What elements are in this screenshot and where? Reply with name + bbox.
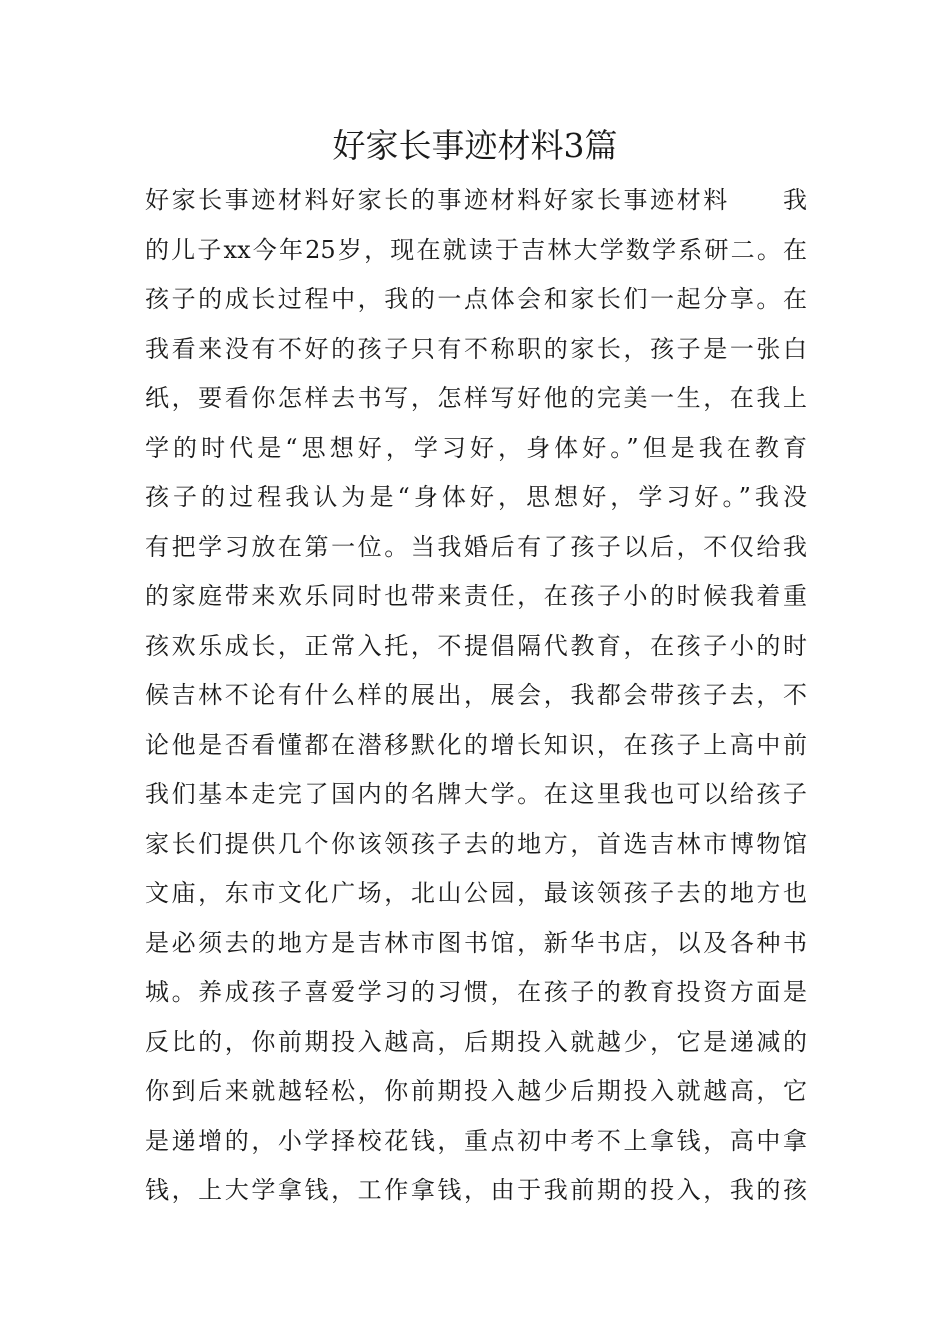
body-line: 候吉林不论有什么样的展出，展会，我都会带孩子去，不 xyxy=(145,681,807,709)
body-line: 家长们提供几个你该领孩子去的地方，首选吉林市博物馆 xyxy=(145,829,807,858)
body-line: 我看来没有不好的孩子只有不称职的家长，孩子是一张白 xyxy=(145,334,807,363)
body-line: 是递增的，小学择校花钱，重点初中考不上拿钱，高中拿 xyxy=(145,1126,807,1155)
body-line: 反比的，你前期投入越高，后期投入就越少，它是递减的 xyxy=(145,1027,807,1056)
body-line: 有把学习放在第一位。当我婚后有了孩子以后，不仅给我 xyxy=(145,532,807,561)
body-line: 钱，上大学拿钱，工作拿钱，由于我前期的投入，我的孩 xyxy=(145,1176,807,1204)
body-line: 你到后来就越轻松，你前期投入越少后期投入就越高，它 xyxy=(145,1077,807,1105)
body-line: 孩欢乐成长，正常入托，不提倡隔代教育，在孩子小的时 xyxy=(145,631,807,660)
document-body xyxy=(145,176,807,1216)
body-line: 学的时代是“思想好，学习好，身体好。”但是我在教育 xyxy=(145,433,807,462)
body-line: 好家长事迹材料好家长的事迹材料好家长事迹材料 我 xyxy=(145,186,807,214)
body-line: 孩子的过程我认为是“身体好，思想好，学习好。”我没 xyxy=(145,483,807,511)
body-line: 论他是否看懂都在潜移默化的增长知识，在孩子上高中前 xyxy=(145,730,807,759)
document-title: 好家长事迹材料3篇 xyxy=(332,126,618,165)
body-line: 文庙，东市文化广场，北山公园，最该领孩子去的地方也 xyxy=(145,879,807,907)
body-line: 的儿子xx今年25岁，现在就读于吉林大学数学系研二。在 xyxy=(145,235,807,264)
body-line: 的家庭带来欢乐同时也带来责任，在孩子小的时候我着重 xyxy=(145,582,807,610)
body-line: 我们基本走完了国内的名牌大学。在这里我也可以给孩子 xyxy=(145,780,807,808)
body-line: 是必须去的地方是吉林市图书馆，新华书店，以及各种书 xyxy=(145,928,807,957)
body-line: 孩子的成长过程中，我的一点体会和家长们一起分享。在 xyxy=(145,285,807,313)
body-line: 城。养成孩子喜爱学习的习惯，在孩子的教育投资方面是 xyxy=(145,978,807,1006)
body-line: 纸，要看你怎样去书写，怎样写好他的完美一生，在我上 xyxy=(145,384,807,412)
